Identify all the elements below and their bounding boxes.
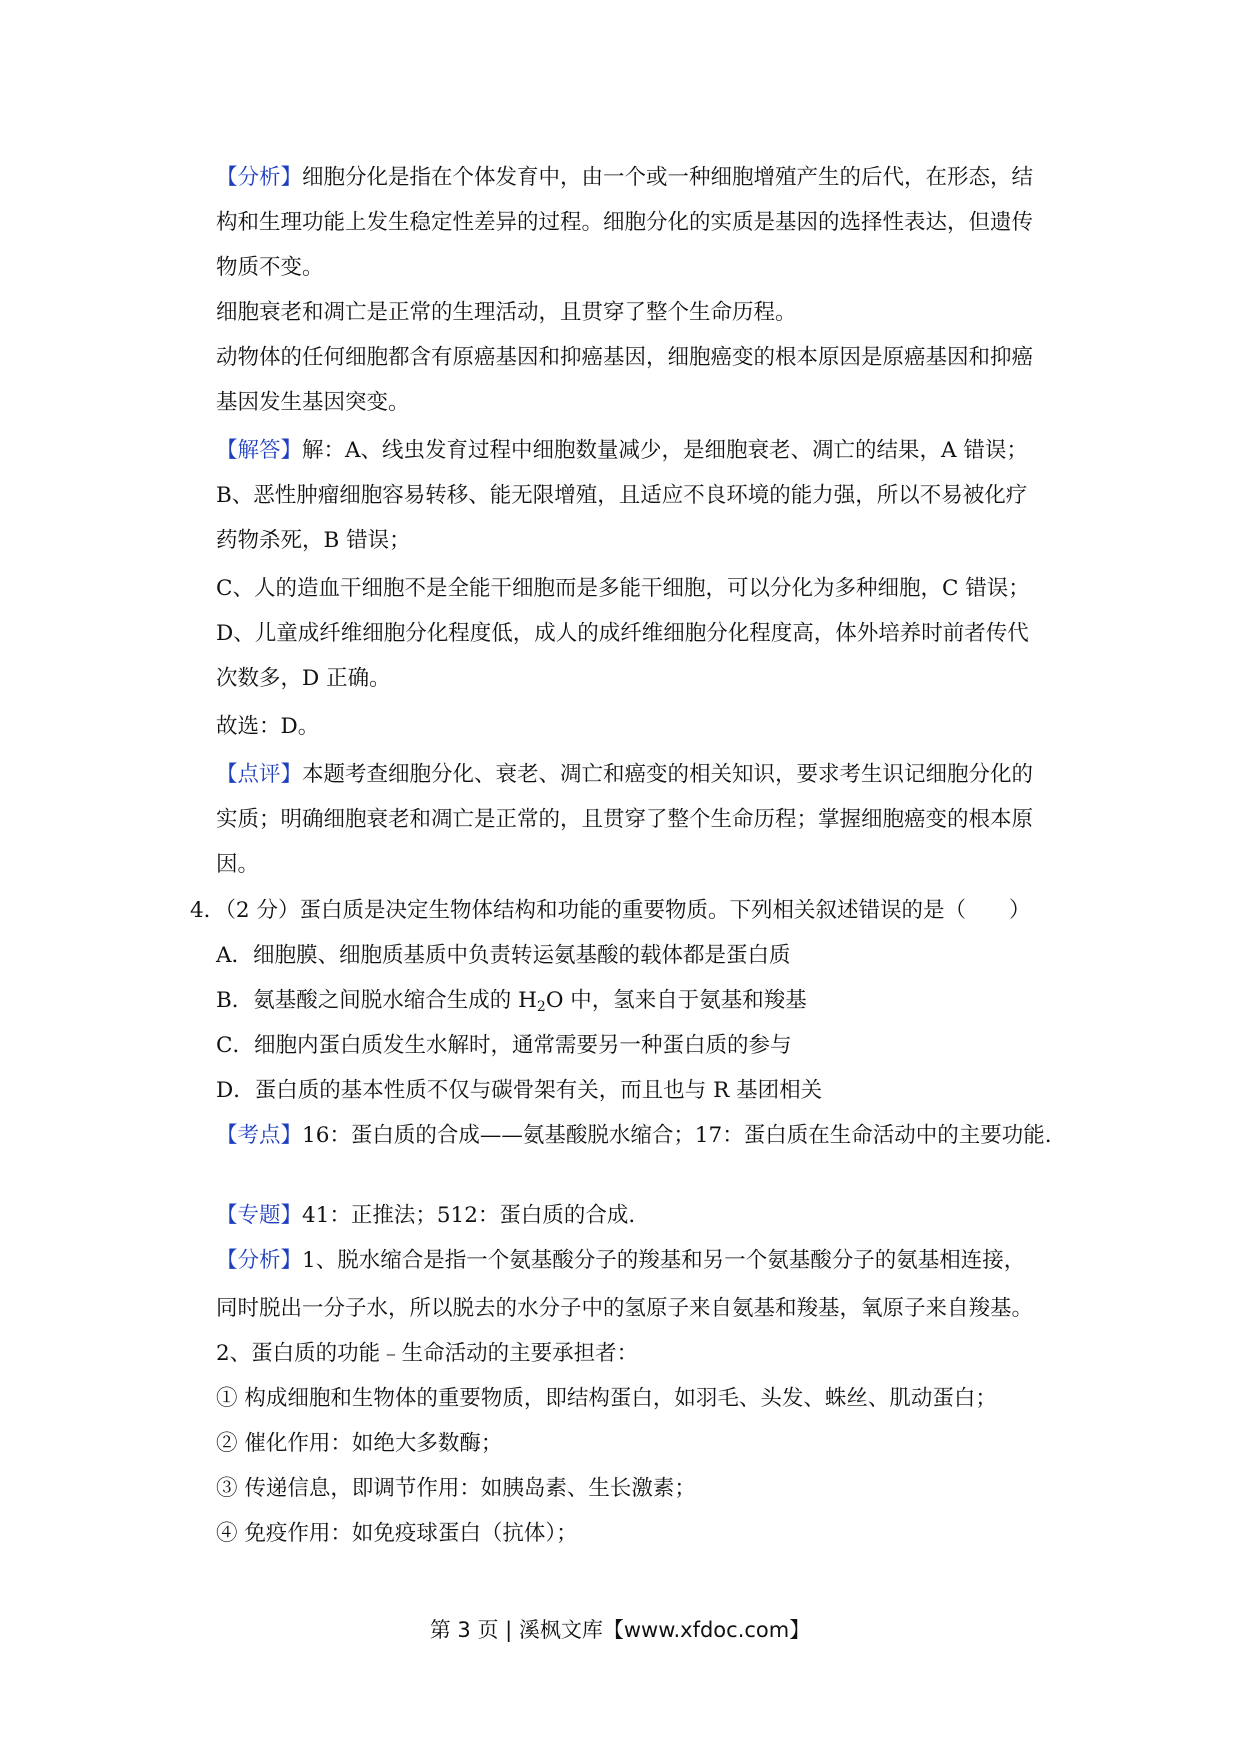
- analysis-tag: 【分析】: [216, 165, 303, 190]
- comment-paragraph-line: [216, 760, 1033, 790]
- analysis-text-line: 基因发生基因突变。: [216, 390, 410, 415]
- analysis-paragraph-line: [216, 163, 1033, 193]
- question-stem: 4．（2 分）蛋白质是决定生物体结构和功能的重要物质。下列相关叙述错误的是（ ）: [190, 898, 1031, 923]
- analysis-text-line: 物质不变。: [216, 255, 324, 280]
- analysis2-list-item: ④ 免疫作用：如免疫球蛋白（抗体）；: [216, 1521, 578, 1546]
- page-footer: 第 3 页 | 溪枫文库【www.xfdoc.com】: [429, 1618, 811, 1642]
- answer-text-line: C、人的造血干细胞不是全能干细胞而是多能干细胞，可以分化为多种细胞，C 错误；: [216, 576, 1030, 601]
- analysis2-list-item: ① 构成细胞和生物体的重要物质，即结构蛋白，如羽毛、头发、蛛丝、肌动蛋白；: [216, 1386, 997, 1411]
- option-a: A．细胞膜、细胞质基质中负责转运氨基酸的载体都是蛋白质: [216, 943, 791, 968]
- analysis2-text-line: 2、蛋白质的功能﹣生命活动的主要承担者：: [216, 1341, 639, 1366]
- option-b: [216, 986, 807, 1022]
- comment-tag: 【点评】: [216, 762, 303, 787]
- answer-text-line: B、恶性肿瘤细胞容易转移、能无限增殖，且适应不良环境的能力强，所以不易被化疗: [216, 483, 1028, 508]
- analysis2-list-item: ② 催化作用：如绝大多数酶；: [216, 1431, 503, 1456]
- analysis-text-line: 动物体的任何细胞都含有原癌基因和抑癌基因，细胞癌变的根本原因是原癌基因和抑癌: [216, 345, 1034, 370]
- answer-text: 解：A、线虫发育过程中细胞数量减少，是细胞衰老、凋亡的结果，A 错误；: [302, 438, 1028, 463]
- option-b-subscript: 2: [536, 999, 546, 1015]
- answer-text-line: D、儿童成纤维细胞分化程度低，成人的成纤维细胞分化程度高，体外培养时前者传代: [216, 621, 1029, 646]
- option-b-text-start: B．氨基酸之间脱水缩合生成的 H: [216, 988, 537, 1013]
- analysis-text-line: 细胞衰老和凋亡是正常的生理活动，且贯穿了整个生命历程。: [216, 300, 797, 325]
- answer-text-line: 次数多，D 正确。: [216, 666, 391, 691]
- option-c: C．细胞内蛋白质发生水解时，通常需要另一种蛋白质的参与: [216, 1033, 792, 1058]
- answer-tag: 【解答】: [216, 438, 303, 463]
- zhuanti-line: [216, 1201, 635, 1231]
- kaodian-tag: 【考点】: [216, 1123, 303, 1148]
- kaodian-line: [216, 1121, 1052, 1151]
- analysis2-text-line: 同时脱出一分子水，所以脱去的水分子中的氢原子来自氨基和羧基，氧原子来自羧基。: [216, 1296, 1034, 1321]
- analysis-text-line: 构和生理功能上发生稳定性差异的过程。细胞分化的实质是基因的选择性表达，但遗传: [216, 210, 1034, 235]
- zhuanti-text: 41：正推法；512：蛋白质的合成.: [302, 1203, 636, 1228]
- analysis-text: 细胞分化是指在个体发育中，由一个或一种细胞增殖产生的后代，在形态，结: [302, 165, 1034, 190]
- comment-text: 本题考查细胞分化、衰老、凋亡和癌变的相关知识，要求考生识记细胞分化的: [302, 762, 1034, 787]
- comment-text-line: 实质；明确细胞衰老和凋亡是正常的，且贯穿了整个生命历程；掌握细胞癌变的根本原: [216, 807, 1034, 832]
- analysis2-tag: 【分析】: [216, 1248, 303, 1273]
- analysis2-list-item: ③ 传递信息，即调节作用：如胰岛素、生长激素；: [216, 1476, 696, 1501]
- option-b-text-end: O 中，氢来自于氨基和羧基: [545, 988, 807, 1013]
- comment-text-line: 因。: [216, 852, 260, 877]
- analysis2-text: 1、脱水缩合是指一个氨基酸分子的羧基和另一个氨基酸分子的氨基相连接，: [302, 1248, 1026, 1273]
- option-d: D．蛋白质的基本性质不仅与碳骨架有关，而且也与 R 基团相关: [216, 1078, 823, 1103]
- answer-text-line: 药物杀死，B 错误；: [216, 528, 411, 553]
- answer-paragraph-line: [216, 436, 1028, 466]
- answer-conclusion: 故选：D。: [216, 714, 320, 739]
- analysis2-paragraph-line: [216, 1246, 1025, 1276]
- kaodian-text: 16：蛋白质的合成——氨基酸脱水缩合；17：蛋白质在生命活动中的主要功能.: [302, 1123, 1052, 1148]
- zhuanti-tag: 【专题】: [216, 1203, 303, 1228]
